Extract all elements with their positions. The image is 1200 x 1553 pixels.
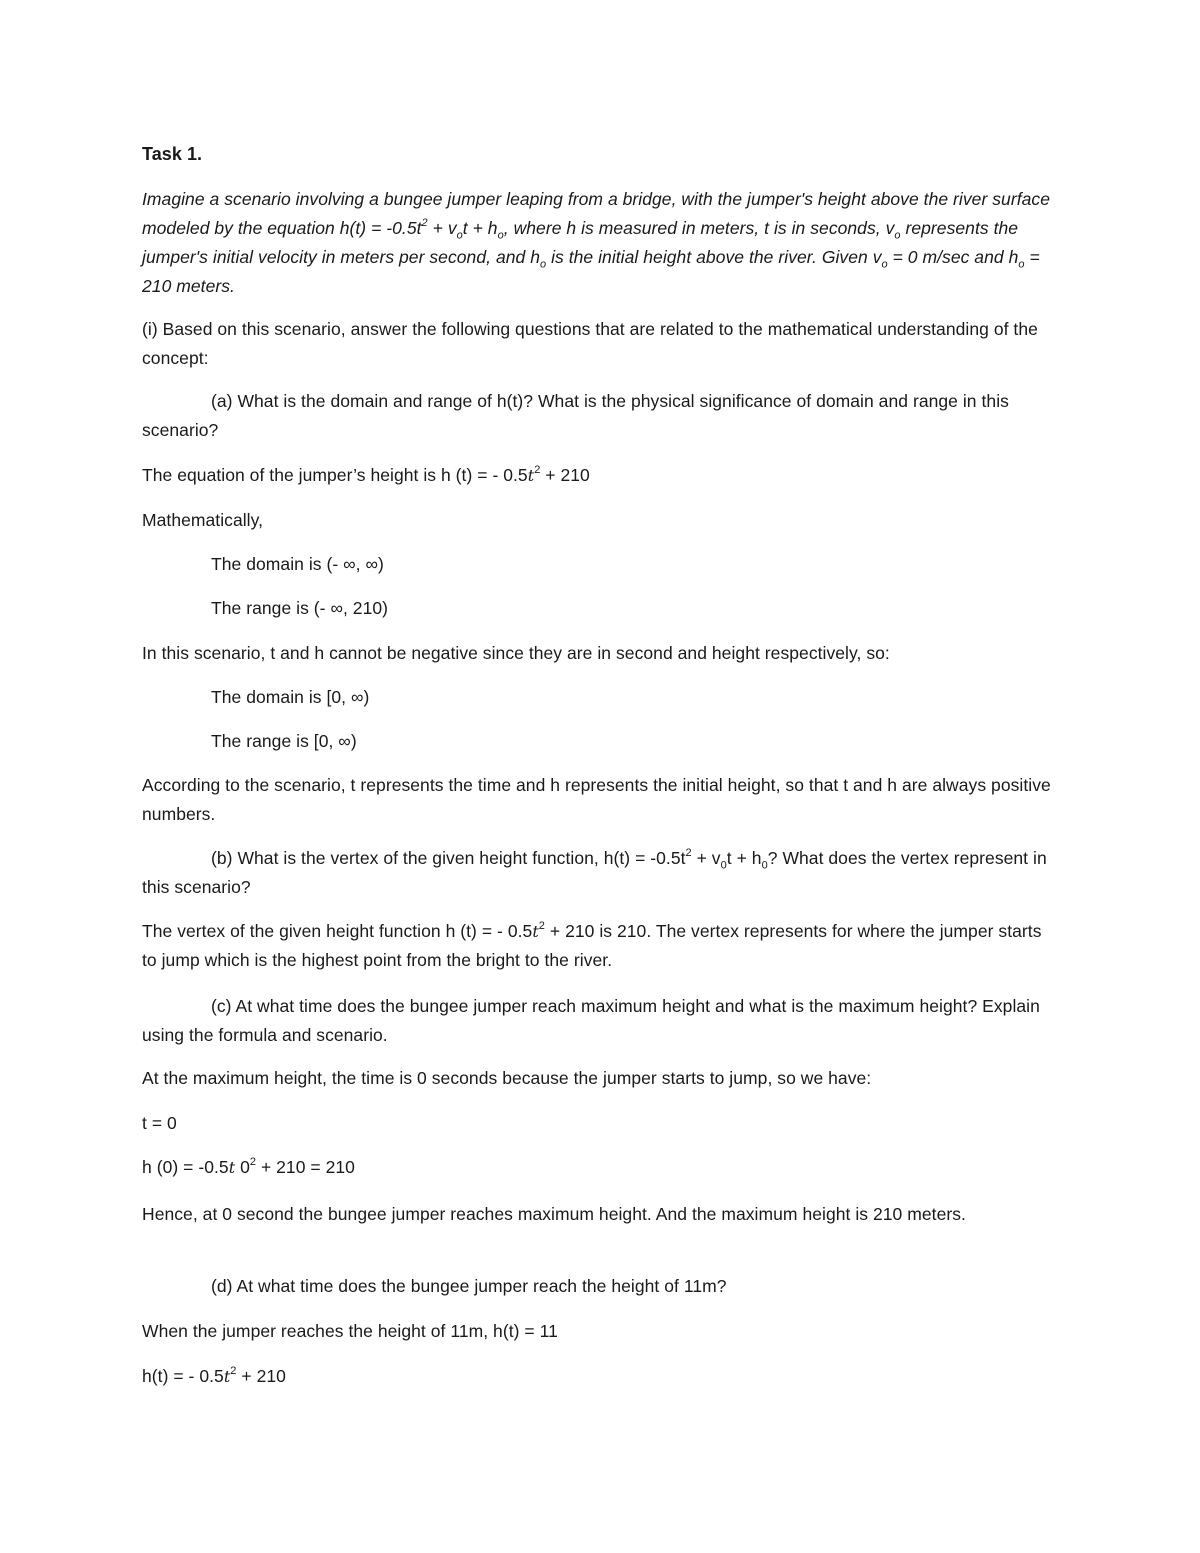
h-zero-calc: h (0) = -0.5t $0^2 + 210 = 210$ xyxy=(142,1156,355,1177)
domain-math: The domain is (- ∞, ∞) xyxy=(211,554,384,574)
scenario-constraint: In this scenario, t and h cannot be negative since they are in second and height respectively, so: xyxy=(142,643,890,663)
according-paragraph: According to the scenario, t represents the time and h represents the initial height, so that t and h are always positive numbers. xyxy=(142,775,1051,824)
question-a: (a) What is the domain and range of h(t)? What is the physical significance of domain and range in this scenario? xyxy=(142,391,1009,440)
h-t-equation: h(t) = - $0.5t^2 + 210$ xyxy=(142,1365,286,1386)
question-c: (c) At what time does the bungee jumper reach maximum height and what is the maximum height? Explain using the formula and scenario. xyxy=(142,996,1040,1045)
task-heading: Task 1. xyxy=(142,144,203,164)
question-b: (b) What is the vertex of the given height function, $h(t) = -0.5t^2 + v_0t + h_0$? What does the vertex represent in this scenario? xyxy=(142,847,1047,897)
hence-paragraph: Hence, at 0 second the bungee jumper reaches maximum height. And the maximum height is 210 meters. xyxy=(142,1204,966,1224)
mathematically-label: Mathematically, xyxy=(142,510,264,530)
part-i-instruction: (i) Based on this scenario, answer the following questions that are related to the mathematical understanding of the concept: xyxy=(142,319,1038,368)
equation-line: The equation of the jumper’s height is h (t) = - $0.5t^2 + 210$ xyxy=(142,464,590,485)
vertex-answer: The vertex of the given height function h (t) = - $0.5t^2 + 210$ is 210. The vertex represents for where the jumper starts to jump which is the highest point from the bright to the river. xyxy=(142,920,1042,970)
max-height-text: At the maximum height, the time is 0 seconds because the jumper starts to jump, so we have: xyxy=(142,1068,872,1088)
question-d: (d) At what time does the bungee jumper reach the height of 11m? xyxy=(211,1276,727,1296)
t-equals-zero: t = 0 xyxy=(142,1113,177,1133)
range-math: The range is (- ∞, 210) xyxy=(211,598,389,618)
domain-scenario: The domain is [0, ∞) xyxy=(211,687,370,707)
when-text: When the jumper reaches the height of 11m, h(t) = 11 xyxy=(142,1321,558,1341)
scenario-intro: Imagine a scenario involving a bungee jumper leaping from a bridge, with the jumper's height above the river surface modeled by the equation $h(t) = -0.5t^2 + v_ot + h_o$, where h is measured in meters, t is in seconds, $v_o$ represents the jumper's initial velocity in meters per second, and $h_o$ is the initial height above the river. Given $v_o = 0$ m/sec and $h_o = 210$ meters. xyxy=(142,189,1050,296)
range-scenario: The range is [0, ∞) xyxy=(211,731,357,751)
